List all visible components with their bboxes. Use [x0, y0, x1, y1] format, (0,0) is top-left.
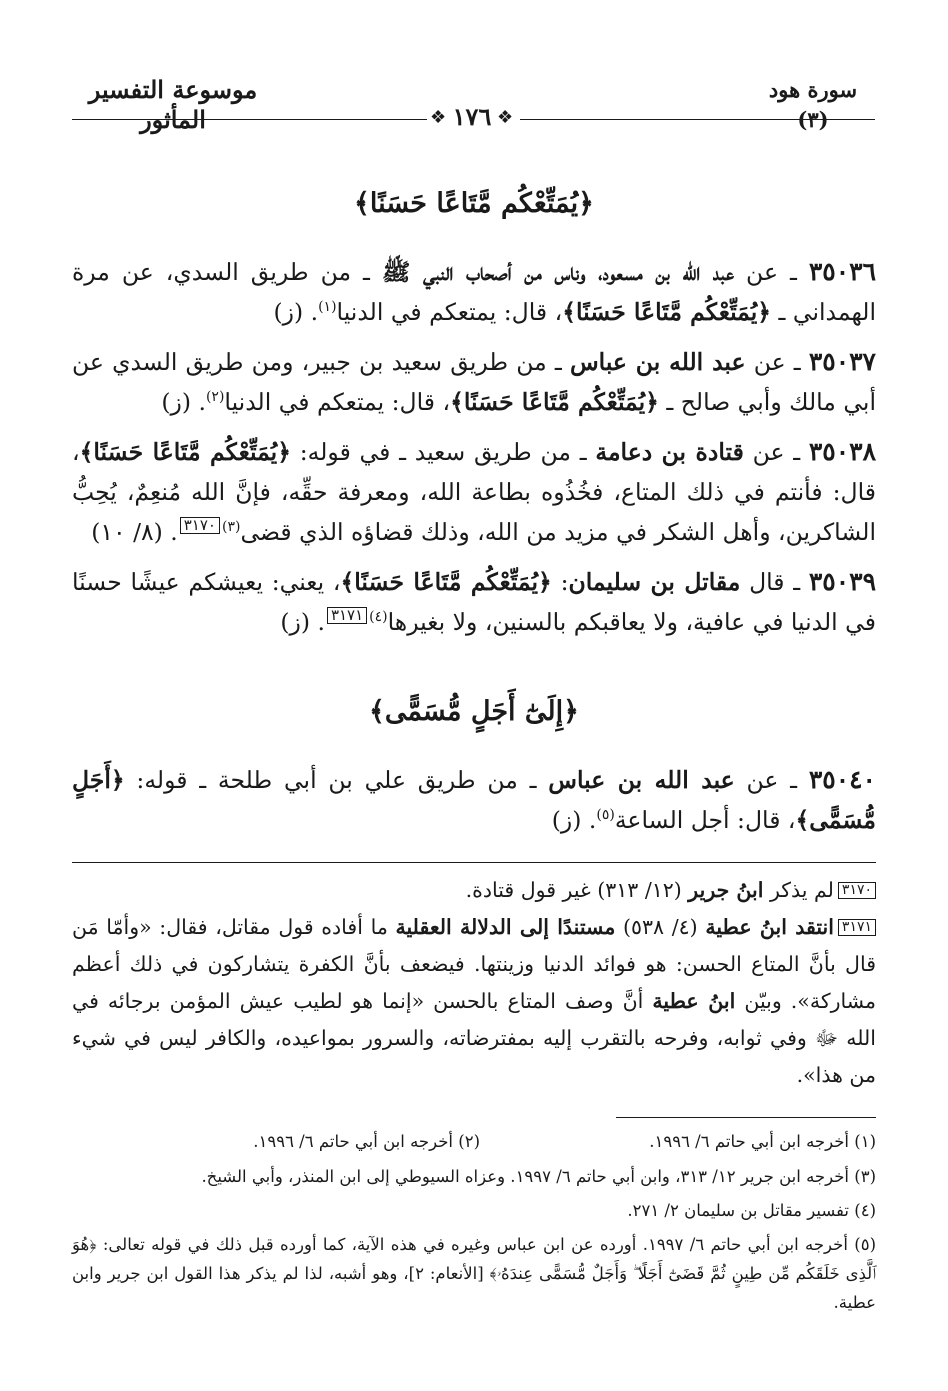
quran-quote: ﴿يُمَتِّعْكُم مَّتَاعًا حَسَنًا﴾ [79, 438, 291, 466]
entry-number: ٣٥٠٣٩ [808, 567, 877, 596]
scholar-name: ابنُ جرير [688, 878, 764, 902]
footnote-3: (٣) أخرجه ابن جرير ١٢/ ٣١٣، وابن أبي حاتم ٦/ ١٩٩٧. وعزاه السيوطي إلى ابن المنذر، وأبي الشيخ. [201, 1167, 876, 1186]
header-rule-left [72, 119, 427, 120]
commentary-ref-box: ٣١٧١ [838, 919, 876, 936]
narration-entry: ٣٥٠٣٩ ـ قال مقاتل بن سليمان: ﴿يُمَتِّعْكُم مَّتَاعًا حَسَنًا﴾، يعني: يعيشكم عيشًا حسنًا في الدنيا في عافية، ولا يعاقبكم بالسنين، ولا بغيرها$^{(٤)}$٣١٧١. (ز) [72, 567, 877, 636]
entry-number: ٣٥٠٣٧ [808, 347, 876, 376]
entry-number: ٣٥٠٤٠ [808, 765, 876, 794]
commentary-ref-box: ٣١٧٠ [180, 517, 220, 534]
narration-entry: ٣٥٠٤٠ ـ عن عبد الله بن عباس ـ من طريق علي بن أبي طلحة ـ قوله: ﴿أَجَلٍ مُّسَمًّى﴾، قال: أجل الساعة$^{(٥)}$. (ز) [72, 765, 876, 834]
footnote-2: (٢) أخرجه ابن أبي حاتم ٦/ ١٩٩٦. [253, 1132, 480, 1151]
ornament-icon: ❖ [497, 107, 514, 128]
scholar-name: انتقد ابنُ عطية [705, 915, 834, 939]
commentary-note: ٣١٧٠لم يذكر ابنُ جرير (١٢/ ٣١٣) غير قول قتادة. [72, 872, 876, 909]
page-number: ١٧٦ [452, 102, 492, 131]
surah-title: سورة هود (٣) [768, 77, 858, 132]
commentary-ref-box: ٣١٧١ [327, 607, 367, 624]
footnote-marker: (٥) [596, 807, 615, 824]
header-rule-right [520, 119, 875, 120]
footnote-5: (٥) أخرجه ابن أبي حاتم ٦/ ١٩٩٧. أورده عن ابن عباس وغيره في هذه الآية، كما أورده قبل ذلك في قوله تعالى: ﴿هُوَ ٱلَّذِى خَلَقَكُم مِّن طِينٍ ثُمَّ قَضَىٰٓ أَجَلًا ۖ وَأَجَلٌ مُّسَمًّى عِندَهُۥ﴾ [الأنعام: ٢]، وهو أشبه، لذا لم يذكر هذا القول ابن جرير وابن عطية. [72, 1235, 877, 1312]
footnote-1: (١) أخرجه ابن أبي حاتم ٦/ ١٩٩٦. [649, 1132, 876, 1151]
commentary-separator [72, 862, 876, 863]
scholar-name: ابنُ عطية [652, 989, 736, 1013]
ornament-icon: ❖ [430, 107, 447, 128]
book-title: موسوعة التفسير المأثور [88, 75, 258, 134]
verse-heading: ﴿يُمَتِّعْكُم مَّتَاعًا حَسَنًا﴾ [354, 188, 594, 219]
footnote-marker: (١) [318, 299, 337, 316]
narrator-name: عبد الله بن عباس [548, 766, 735, 794]
narrator-name: عبد الله بن مسعود، وناس من أصحاب النبي ﷺ [381, 258, 735, 286]
narration-entry: ٣٥٠٣٧ ـ عن عبد الله بن عباس ـ من طريق سعيد بن جبير، ومن طريق السدي عن أبي مالك وأبي صالح ـ ﴿يُمَتِّعْكُم مَّتَاعًا حَسَنًا﴾، قال: يمتعكم في الدنيا$^{(٢)}$. (ز) [72, 347, 876, 416]
entry-number: ٣٥٠٣٨ [808, 437, 877, 466]
commentary-ref-box: ٣١٧٠ [838, 882, 876, 899]
narrator-name: عبد الله بن عباس [569, 348, 746, 376]
footnote-marker: (٢) [205, 389, 225, 406]
footnote-separator [616, 1117, 876, 1118]
footnote-4: (٤) تفسير مقاتل بن سليمان ٢/ ٢٧١. [627, 1201, 876, 1220]
narration-entry: ٣٥٠٣٨ ـ عن قتادة بن دعامة ـ من طريق سعيد ـ في قوله: ﴿يُمَتِّعْكُم مَّتَاعًا حَسَنًا﴾، قال: فأنتم في ذلك المتاع، فخُذُوه بطاعة الله، ومعرفة حقِّه، فإنَّ الله مُنعِمٌ، يُحِبُّ الشاكرين، وأهل الشكر في مزيد من الله، وذلك قضاؤه الذي قضى$^{(٣)}$٣١٧٠. (٨/ ١٠) [72, 437, 877, 546]
quran-quote: ﴿أَجَلٍ مُّسَمًّى﴾ [72, 766, 876, 834]
footnote-marker: (٣) [221, 519, 241, 536]
commentary-note: ٣١٧١انتقد ابنُ عطية (٤/ ٥٣٨) مستندًا إلى الدلالة العقلية ما أفاده قول مقاتل، فقال: «وأمّا مَن قال بأنَّ المتاع الحسن: هو فوائد الدنيا وزينتها. فيضعف بأنَّ الكفرة يتشاركون في ذلك أعظم مشاركة». وبيّن ابنُ عطية أنَّ وصف المتاع بالحسن «إنما هو لطيب عيش المؤمن برجائه في الله ﷻ وفي ثوابه، وفرحه بالتقرب إليه بمفترضاته، والسرور بمواعيده، والكافر ليس في شيء من هذا». [72, 915, 877, 1087]
narrator-name: قتادة بن دعامة [595, 438, 744, 466]
entry-number: ٣٥٠٣٦ [808, 257, 876, 286]
narration-entry: ٣٥٠٣٦ ـ عن عبد الله بن مسعود، وناس من أصحاب النبي ﷺ ـ من طريق السدي، عن مرة الهمداني ـ ﴿يُمَتِّعْكُم مَّتَاعًا حَسَنًا﴾، قال: يمتعكم في الدنيا$^{(١)}$. (ز) [72, 257, 876, 326]
narrator-name: مقاتل بن سليمان [568, 568, 741, 596]
quran-quote: ﴿يُمَتِّعْكُم مَّتَاعًا حَسَنًا﴾ [340, 568, 552, 596]
quran-quote: ﴿يُمَتِّعْكُم مَّتَاعًا حَسَنًا﴾ [450, 388, 659, 416]
quran-quote: ﴿يُمَتِّعْكُم مَّتَاعًا حَسَنًا﴾ [562, 298, 772, 326]
method-label: مستندًا إلى الدلالة العقلية [395, 915, 616, 939]
footnote-marker: (٤) [369, 609, 388, 626]
verse-heading: ﴿إِلَىٰٓ أَجَلٍ مُّسَمًّى﴾ [369, 696, 579, 727]
